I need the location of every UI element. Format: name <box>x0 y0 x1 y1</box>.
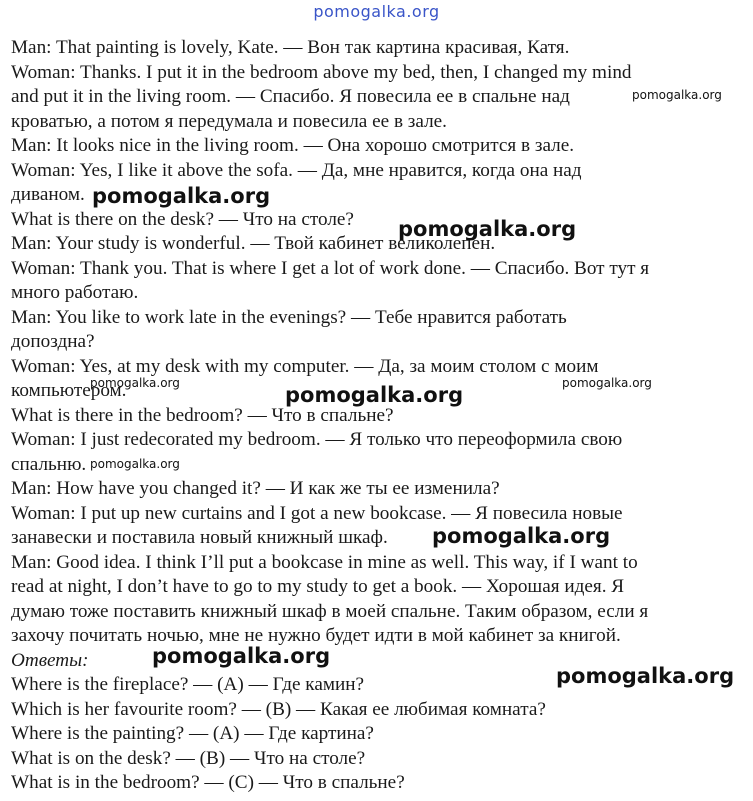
header-watermark: pomogalka.org <box>313 2 440 21</box>
text-line: занавески и поставила новый книжный шкаф. <box>11 527 388 548</box>
text-line: думаю тоже поставить книжный шкаф в моей спальне. Таким образом, если я <box>11 600 649 622</box>
text-line: много работаю. <box>11 282 139 303</box>
text-line: допоздна? <box>11 331 95 352</box>
text-line: захочу почитать ночью, мне не нужно будет идти в мой кабинет за книгой. <box>11 625 621 646</box>
text-line: Woman: I put up new curtains and I got a new bookcase. — Я повесила новые <box>11 502 623 524</box>
answer-line: Where is the fireplace? — (A) — Где камин? <box>11 674 365 695</box>
watermark: pomogalka.org <box>90 457 180 471</box>
text-line: Man: You like to work late in the evenings? — Тебе нравится работать <box>11 306 567 328</box>
text-line: Man: Good idea. I think I’ll put a bookcase in mine as well. This way, if I want to <box>11 551 638 573</box>
watermark: pomogalka.org <box>432 524 611 548</box>
answer-line: Which is her favourite room? — (B) — Какая ее любимая комната? <box>11 698 546 720</box>
watermark: pomogalka.org <box>90 376 180 390</box>
text-line: Man: Your study is wonderful. — Твой кабинет великолепен. <box>11 233 496 254</box>
text-line: Man: How have you changed it? — И как же ты ее изменила? <box>11 478 500 499</box>
text-line: компьютером. <box>11 380 127 401</box>
answer-line: Where is the painting? — (A) — Где картина? <box>11 723 374 744</box>
answer-line: What is on the desk? — (B) — Что на столе? <box>11 747 366 769</box>
watermark: pomogalka.org <box>285 383 464 407</box>
text-line: Woman: Yes, at my desk with my computer. — Да, за моим столом с моим <box>11 355 599 377</box>
text-line: read at night, I don’t have to go to my study to get a book. — Хорошая идея. Я <box>11 576 625 597</box>
text-line: спальню. <box>11 453 87 475</box>
text-line: Woman: I just redecorated my bedroom. — Я только что переоформила свою <box>11 429 623 450</box>
watermark: pomogalka.org <box>152 644 331 668</box>
watermark: pomogalka.org <box>562 376 652 390</box>
text-line: Woman: Yes, I like it above the sofa. — Да, мне нравится, когда она над <box>11 159 582 181</box>
text-line: What is there in the bedroom? — Что в спальне? <box>11 404 394 426</box>
text-line: Woman: Thanks. I put it in the bedroom above my bed, then, I changed my mind <box>11 61 632 83</box>
watermark: pomogalka.org <box>92 184 271 208</box>
watermark: pomogalka.org <box>556 664 735 688</box>
watermark: pomogalka.org <box>632 88 722 102</box>
text-line: and put it in the living room. — Спасибо. Я повесила ее в спальне над <box>11 86 570 107</box>
text-line: What is there on the desk? — Что на столе? <box>11 208 354 230</box>
answer-line: What is in the bedroom? — (C) — Что в спальне? <box>11 772 405 793</box>
text-line: Man: That painting is lovely, Kate. — Вон так картина красивая, Катя. <box>11 37 570 58</box>
text-line: кроватью, а потом я передумала и повесила ее в зале. <box>11 110 447 132</box>
text-line: Woman: Thank you. That is where I get a lot of work done. — Спасибо. Вот тут я <box>11 257 650 279</box>
text-line: Man: It looks nice in the living room. — Она хорошо смотрится в зале. <box>11 135 575 156</box>
text-line: диваном. <box>11 184 85 205</box>
answers-heading: Ответы: <box>11 649 89 671</box>
watermark: pomogalka.org <box>398 217 577 241</box>
